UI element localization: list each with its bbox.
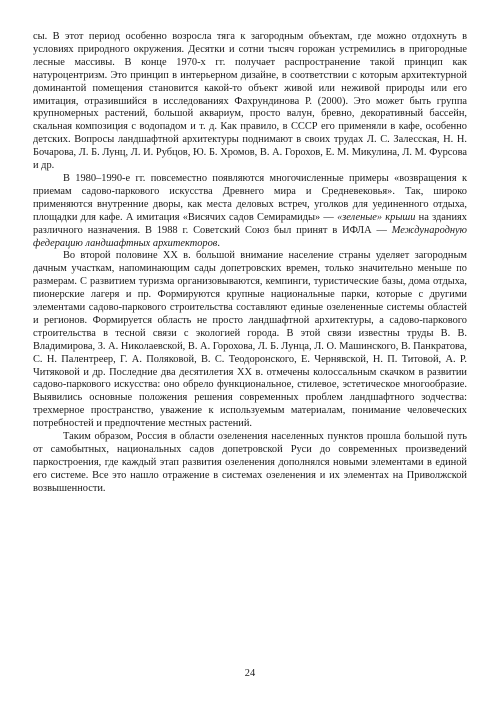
page-number: 24 xyxy=(244,668,256,679)
paragraph-2-italic-ifla: Международную федерацию ландшафтных архитекторов xyxy=(33,224,467,249)
paragraph-4 xyxy=(33,431,467,496)
paragraph-2-text-a: В 1980–1990-е гг. повсеместно появляются многочисленные примеры «возвращения к приемам садово-паркового искусства Древнего мира и Средневековья». Так, широко применяются внутренние дворы, как места деловых встреч, уголков для уединенного отдыха, площадки для кафе. А имитация «Висячих садов Семирамиды» — xyxy=(33,172,467,223)
paragraph-3 xyxy=(33,250,467,431)
paragraph-2 xyxy=(33,173,467,250)
paragraph-2-text-c: . xyxy=(217,237,220,249)
paragraph-1-text: сы. В этот период особенно возросла тяга к загородным объектам, где можно отдохнуть в условиях природного окружения. Десятки и сотни тысяч горожан устремились в пригородные лесные массивы. В конце 1970-х гг. получает распространение такой принцип как натуроцентризм. Это принцип в интерьерном дизайне, в соответствии с которым архитектурной доминантой помещения становится какой-то объект живой или неживой природы или его имитация, отразившийся в исследованиях Фахрундинова Р. (2000). Это может быть группа крупномерных растений, большой аквариум, просто валун, бревно, декоративный бассейн, скальная композиция с водопадом и т. д. Как правило, в СССР его применяли в кафе, особенно детских. Вопросы ландшафтной архитектуры поднимают в своих трудах Л. С. Залесская, Н. Н. Бочарова, Л. Б. Лунц, Л. И. Рубцов, Ю. Б. Хромов, В. А. Горохов, Е. М. Микулина, Л. М. Фурсова и др. xyxy=(33,31,467,172)
page-body xyxy=(33,31,467,496)
paragraph-3-text: Во второй половине XX в. большой внимание население страны уделяет загородным дачным участкам, напоминающим сады допетровских времен, только значительно меньше по размерам. С развитием туризма организовываются, кемпинги, туристические базы, дома отдыха, пионерские лагеря и пр. Формируются крупные национальные парки, которые с другими элементами садово-паркового строительства составляют единые озелененные системы областей и регионов. Формируется область не просто ландшафтной архитектуры, а садово-паркового строительства в тесной связи с экологией города. В этой связи известны труды В. В. Владимирова, З. А. Николаевской, В. А. Горохова, Л. Б. Лунца, Л. О. Машинского, В. Панкратова, С. Н. Палентреер, Г. А. Поляковой, В. С. Теодоронского, Е. Чернявской, Н. П. Титовой, А. Р. Читяковой и др. Последние два десятилетия XX в. отмечены колоссальным скачком в развитии садово-паркового искусства: оно обрело функциональное, стилевое, эстетическое многообразие. Выявились основные положения решения современных проблем ландшафтного зодчества: трехмерное пространство, уважение к используемым материалам, понимание человеческих потребностей и предпочтение местных растений. xyxy=(33,250,467,430)
paragraph-1 xyxy=(33,31,467,173)
paragraph-2-text-b: на зданиях различного назначения. В 1988 г. Советский Союз был принят в ИФЛА — xyxy=(33,211,467,236)
paragraph-4-text: Таким образом, Россия в области озеленения населенных пунктов прошла большой путь от самобытных, национальных садов допетровской Руси до современных произведений паркостроения, где каждый этап развития озеленения дополнялся новыми элементами в единой его системе. Все это нашло отражение в системах озеленения и их элементах на Приволжской возвышенности. xyxy=(33,431,467,494)
paragraph-2-italic-green-roofs: «зеленые» крыши xyxy=(337,211,416,223)
